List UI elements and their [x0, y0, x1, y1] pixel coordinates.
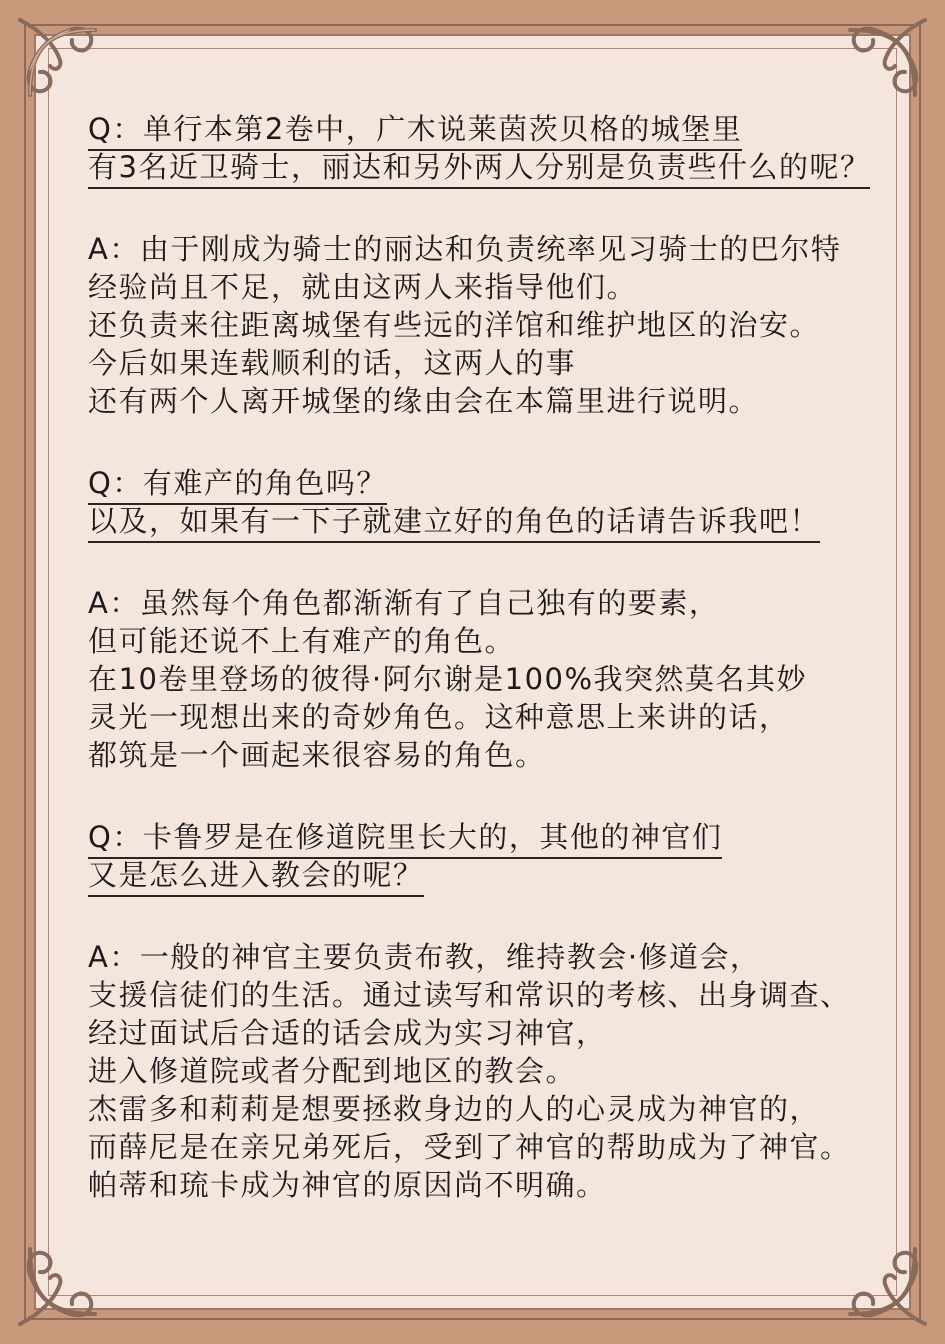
answer-line: 杰雷多和莉莉是想要拯救身边的人的心灵成为神官的，	[88, 1092, 821, 1126]
question-line: 以及，如果有一下子就建立好的角色的话请告诉我吧！	[88, 502, 820, 543]
answer-line: 而薛尼是在亲兄弟死后，受到了神官的帮助成为了神官。	[88, 1130, 851, 1164]
answer-line: 进入修道院或者分配到地区的教会。	[88, 1054, 577, 1088]
answer-line: 都筑是一个画起来很容易的角色。	[88, 738, 546, 772]
answer-1	[88, 230, 908, 420]
question-line: Q：单行本第2卷中，广木说莱茵茨贝格的城堡里	[88, 110, 742, 151]
answer-2	[88, 584, 908, 774]
question-3	[88, 818, 908, 894]
corner-ornament-bottom-left	[0, 1234, 110, 1344]
answer-line: 支援信徒们的生活。通过读写和常识的考核、出身调查、	[88, 978, 851, 1012]
qa-content	[88, 110, 908, 1204]
corner-ornament-top-left	[0, 0, 110, 110]
question-line: 有3名近卫骑士，丽达和另外两人分别是负责些什么的呢？	[88, 148, 870, 189]
corner-ornament-bottom-right	[835, 1234, 945, 1344]
question-line: Q：有难产的角色吗？	[88, 464, 387, 505]
answer-line: 帕蒂和琉卡成为神官的原因尚不明确。	[88, 1168, 607, 1202]
answer-line: 经验尚且不足，就由这两人来指导他们。	[88, 270, 638, 304]
question-line: Q：卡鲁罗是在修道院里长大的，其他的神官们	[88, 818, 722, 859]
question-line: 又是怎么进入教会的呢？	[88, 856, 424, 897]
corner-ornament-top-right	[835, 0, 945, 110]
answer-line: 在10卷里登场的彼得·阿尔谢是100%我突然莫名其妙	[88, 662, 808, 696]
answer-line: A：一般的神官主要负责布教，维持教会·修道会，	[88, 940, 761, 974]
answer-line: A：虽然每个角色都渐渐有了自己独有的要素，	[88, 586, 720, 620]
answer-line: 经过面试后合适的话会成为实习神官，	[88, 1016, 607, 1050]
answer-line: 灵光一现想出来的奇妙角色。这种意思上来讲的话，	[88, 700, 790, 734]
answer-line: 还负责来往距离城堡有些远的洋馆和维护地区的治安。	[88, 308, 821, 342]
answer-3	[88, 938, 908, 1204]
question-1	[88, 110, 908, 186]
question-2	[88, 464, 908, 540]
answer-line: 但可能还说不上有难产的角色。	[88, 624, 516, 658]
answer-line: 还有两个人离开城堡的缘由会在本篇里进行说明。	[88, 384, 760, 418]
answer-line: 今后如果连载顺利的话，这两人的事	[88, 346, 577, 380]
answer-line: A：由于刚成为骑士的丽达和负责统率见习骑士的巴尔特	[88, 232, 842, 266]
